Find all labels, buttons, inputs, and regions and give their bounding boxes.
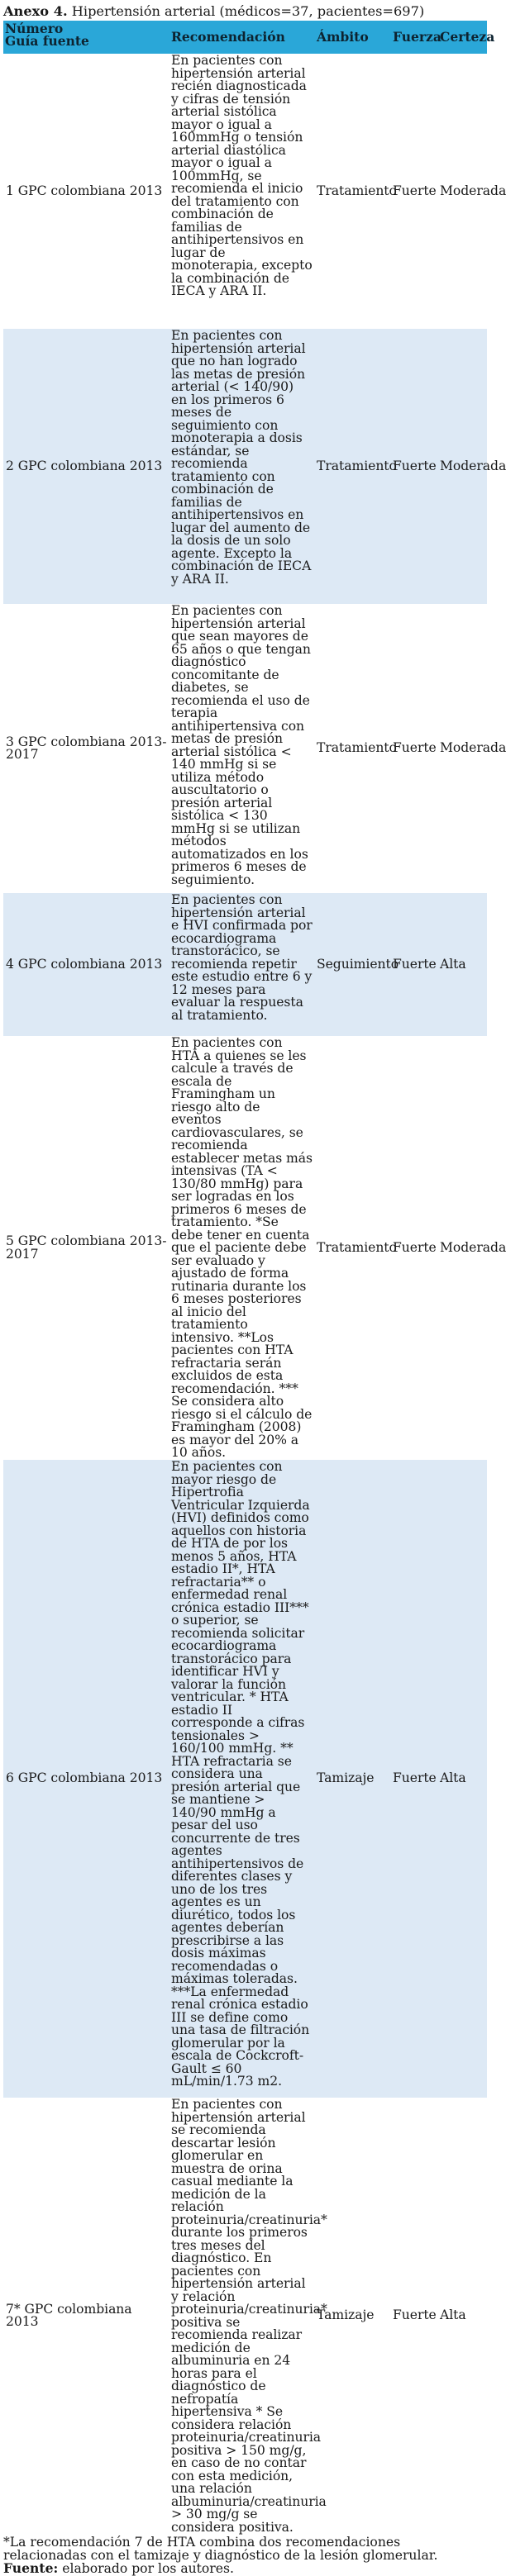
row-certainty: Alta	[440, 2307, 466, 2323]
row-guide: 3 GPC colombiana 2013-2017	[6, 734, 167, 762]
source-label: Fuente:	[3, 2560, 59, 2576]
row-strength: Fuerte	[393, 740, 437, 756]
table-row	[3, 1460, 487, 2098]
row-strength: Fuerte	[393, 1770, 437, 1786]
row-certainty: Moderada	[440, 458, 506, 473]
row-recommendation: En pacientes con HTA a quienes se les calcule a través de escala de Framingham un riesgo alto de eventos cardiovasculares, se recomienda establecer metas más intensivas (TA < 130/80 mmHg) para ser logradas en los primeros 6 meses de tratamiento. *Se debe tener en cuenta que el paciente debe ser evaluado y ajustado de forma rutinaria durante los 6 meses posteriores al inicio del tratamiento intensivo. **Los pacientes con HTA refractaria serán excluidos de esta recomendación. *** Se considera alto riesgo si el cálculo de Framingham (2008) es mayor del 20% a 10 años.	[171, 1035, 313, 1460]
header-certainty: Certeza	[440, 29, 495, 45]
header-recommendation: Recomendación	[171, 29, 285, 45]
table-row	[3, 329, 487, 604]
row-guide: 1 GPC colombiana 2013	[6, 183, 163, 198]
row-scope: Tratamiento	[317, 1239, 397, 1255]
row-certainty: Moderada	[440, 740, 506, 756]
table-row	[3, 54, 487, 329]
row-recommendation: En pacientes con hipertensión arterial recién diagnosticada y cifras de tensión arterial sistólica mayor o igual a 160mmHg o tensión arterial diastólica mayor o igual a 100mmHg, se recomienda el inicio del tratamiento con combinación de familias de antihipertensivos en lugar de monoterapia, excepto la combinación de IECA y ARA II.	[171, 53, 313, 298]
row-guide: 4 GPC colombiana 2013	[6, 956, 163, 972]
row-recommendation: En pacientes con hipertensión arterial que sean mayores de 65 años o que tengan diagnóstico concomitante de diabetes, se recomienda el uso de terapia antihipertensiva con metas de presión arterial sistólica < 140 mmHg si se utiliza método auscultatorio o presión arterial sistólica < 130 mmHg si se utilizan métodos automatizados en los primeros 6 meses de seguimiento.	[171, 603, 311, 887]
row-strength: Fuerte	[393, 956, 437, 972]
source-note	[3, 2562, 487, 2575]
table-row	[3, 893, 487, 1036]
table-row	[3, 2098, 487, 2534]
document-page	[3, 2, 506, 2576]
row-strength: Fuerte	[393, 458, 437, 473]
header-strength: Fuerza	[393, 29, 442, 45]
row-scope: Seguimiento	[317, 956, 399, 972]
row-recommendation: En pacientes con hipertensión arterial se recomienda descartar lesión glomerular en muestra de orina casual mediante la medición de la relación proteinuria/creatinuria* durante los primeros tres meses del diagnóstico. En pacientes con hipertensión arterial y relación proteinuria/creatinuria* positiva se recomienda realizar medición de albuminuria en 24 horas para el diagnóstico de nefropatía hipertensiva * Se considera relación proteinuria/creatinuria positiva > 150 mg/g, en caso de no contar con esta medición, una relación albuminuria/creatinuria > 30 mg/g se considera positiva.	[171, 2097, 327, 2535]
table-footnotes	[3, 2534, 487, 2575]
row-scope: Tamizaje	[317, 2307, 375, 2323]
row-scope: Tratamiento	[317, 740, 397, 756]
row-strength: Fuerte	[393, 1239, 437, 1255]
row-strength: Fuerte	[393, 183, 437, 198]
row-certainty: Alta	[440, 1770, 466, 1786]
header-number-guide	[3, 21, 169, 54]
row-scope: Tratamiento	[317, 458, 397, 473]
row-guide: 6 GPC colombiana 2013	[6, 1770, 163, 1786]
table-row	[3, 604, 487, 893]
row-guide: 7* GPC colombiana 2013	[6, 2301, 132, 2329]
row-recommendation: En pacientes con hipertensión arterial e HVI confirmada por ecocardiograma transtorácico, se recomienda repetir este estudio entre 6 y 12 meses para evaluar la respuesta al tratamiento.	[171, 892, 313, 1023]
caption-label: Anexo 4.	[3, 3, 68, 19]
header-number: Número	[5, 21, 64, 36]
table-header-row	[3, 21, 487, 54]
row-certainty: Alta	[440, 956, 466, 972]
row-guide: 5 GPC colombiana 2013-2017	[6, 1233, 167, 1262]
caption-text: Hipertensión arterial (médicos=37, pacientes=697)	[67, 3, 425, 19]
row-scope: Tamizaje	[317, 1770, 375, 1786]
footnote-text: *La recomendación 7 de HTA combina dos recomendaciones relacionadas con el tamizaje y diagnóstico de la lesión glomerular.	[3, 2535, 438, 2563]
row-guide: 2 GPC colombiana 2013	[6, 458, 163, 473]
table-row	[3, 1036, 487, 1460]
row-certainty: Moderada	[440, 183, 506, 198]
row-strength: Fuerte	[393, 2307, 437, 2323]
source-text: elaborado por los autores.	[58, 2561, 234, 2576]
row-recommendation: En pacientes con mayor riesgo de Hipertrofia Ventricular Izquierda (HVI) definidos como aquellos con historia de HTA de por los menos 5 años, HTA estadio II*, HTA refractaria** o enfermedad renal crónica estadio III*** o superior, se recomienda solicitar ecocardiograma transtorácico para identificar HVI y valorar la función ventricular. * HTA estadio II corresponde a cifras tensionales > 160/100 mmHg. ** HTA refractaria se considera una presión arterial que se mantiene > 140/90 mmHg a pesar del uso concurrente de tres agentes antihipertensivos de diferentes clases y uno de los tres agentes es un diurético, todos los agentes deberían prescribirse a las dosis máximas recomendadas o máximas toleradas. ***La enfermedad renal crónica estadio III se define como una tasa de filtración glomerular por la escala de Cockcroft-Gault ≤ 60 mL/min/1.73 m2.	[171, 1459, 310, 2089]
row-scope: Tratamiento	[317, 183, 397, 198]
row-recommendation: En pacientes con hipertensión arterial que no han logrado las metas de presión arterial (< 140/90) en los primeros 6 meses de seguimiento con monoterapia a dosis estándar, se recomienda tratamiento con combinación de familias de antihipertensivos en lugar del aumento de la dosis de un solo agente. Excepto la combinación de IECA y ARA II.	[171, 328, 312, 587]
header-scope: Ámbito	[317, 29, 369, 45]
row-certainty: Moderada	[440, 1239, 506, 1255]
recommendations-table	[3, 21, 506, 2535]
table-caption	[3, 2, 487, 21]
header-guide: Guía fuente	[5, 33, 89, 49]
